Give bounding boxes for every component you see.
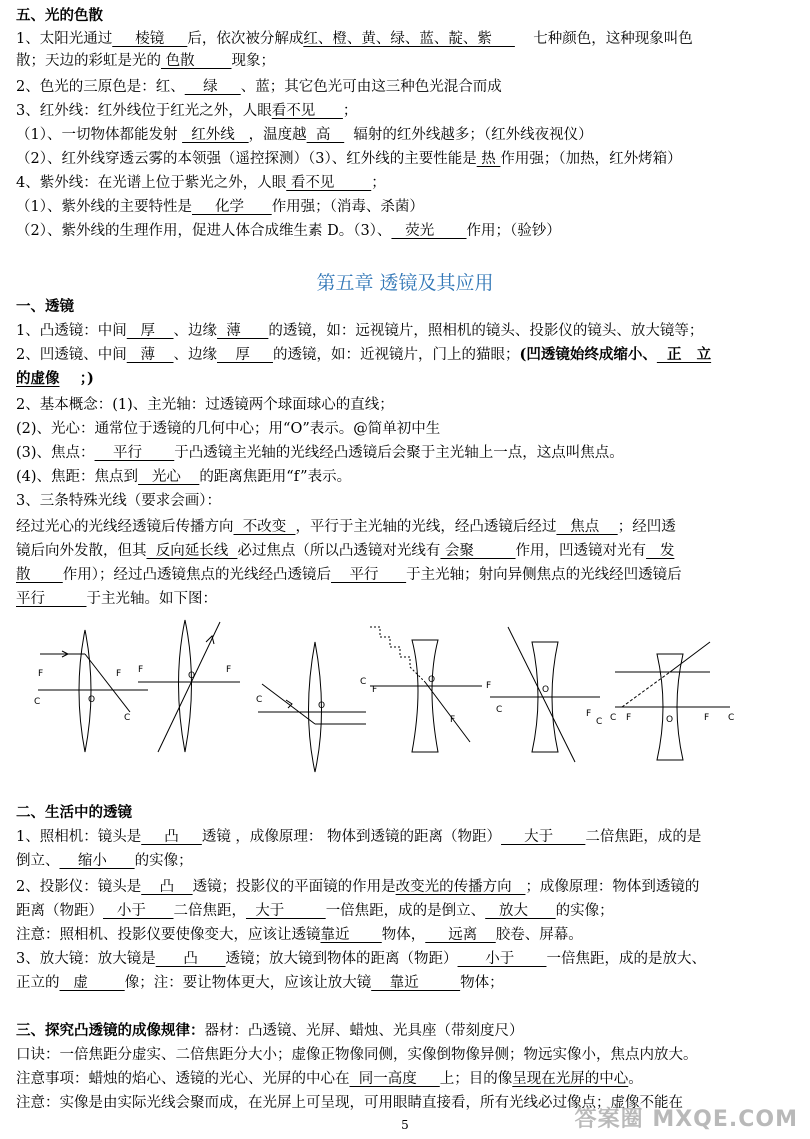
text-segment: 正立的 bbox=[16, 975, 60, 991]
text-line bbox=[16, 1020, 806, 1042]
text-line bbox=[16, 50, 806, 72]
text-segment: 五、光的色散 bbox=[16, 7, 103, 24]
text-segment: 注意：实像是由实际光线会聚而成，在光屏上可呈现，可用眼睛直接看，所有光线必过像点；虚像不能在 bbox=[16, 1095, 683, 1111]
text-line bbox=[16, 76, 806, 98]
fill-in-answer: 化学 bbox=[191, 199, 272, 215]
fill-in-answer: 高 bbox=[306, 127, 345, 143]
text-segment: 口诀：一倍焦距分虚实、二倍焦距分大小；虚像正物像同侧，实像倒物像异侧；物远实像小，焦点内放大。 bbox=[16, 1047, 698, 1063]
text-line bbox=[16, 418, 806, 440]
text-line bbox=[16, 516, 806, 538]
text-segment: 于主光轴。如下图： bbox=[86, 591, 217, 607]
fill-in-answer: 看不见 bbox=[271, 103, 343, 119]
text-segment: 1、照相机：镜头是 bbox=[16, 829, 142, 845]
text-line bbox=[16, 900, 806, 922]
text-segment: 器材：凸透镜、光屏、蜡烛、光具座（带刻度尺） bbox=[204, 1023, 524, 1039]
text-segment: 胶卷、屏幕。 bbox=[495, 927, 583, 943]
text-segment: 镜后向外发散，但其 bbox=[16, 543, 147, 559]
convex-lens-diagram-2 bbox=[138, 620, 240, 752]
fill-in-answer: 大于 bbox=[245, 903, 326, 919]
convex-lens-diagram-3 bbox=[258, 642, 366, 772]
fill-in-answer: 散 bbox=[16, 567, 63, 583]
diagram-point-labels bbox=[34, 665, 734, 727]
fill-in-answer: 红外线 bbox=[182, 127, 249, 143]
concave-lens-diagram-1 bbox=[370, 627, 482, 752]
fill-in-answer: 正 立 bbox=[656, 346, 712, 363]
text-segment: ；成像原理：物体到透镜的 bbox=[525, 879, 700, 895]
text-segment: (3)、焦点： bbox=[16, 445, 95, 461]
center-label: C bbox=[610, 713, 617, 723]
fill-in-answer: 平行 bbox=[331, 567, 407, 583]
text-segment: ；) bbox=[59, 370, 94, 387]
text-line bbox=[16, 588, 806, 610]
fill-in-answer: 平行 bbox=[94, 445, 175, 461]
text-segment: 作用）；经过凸透镜焦点的光线经凸透镜后 bbox=[62, 567, 332, 583]
text-line bbox=[16, 802, 806, 824]
text-line bbox=[16, 876, 806, 898]
fill-in-answer: 光心 bbox=[138, 469, 200, 485]
text-line bbox=[16, 1044, 806, 1066]
fill-in-answer: 发 bbox=[646, 543, 675, 559]
text-segment: (2)、光心：通常位于透镜的几何中心；用“O”表示。@简单初中生 bbox=[16, 421, 441, 437]
concave-lens-diagram-3 bbox=[615, 642, 730, 760]
focus-label: F bbox=[38, 669, 44, 679]
text-segment: 注意事项：蜡烛的焰心、透镜的光心、光屏的中心在 bbox=[16, 1071, 350, 1087]
optical-center-label: O bbox=[88, 695, 96, 705]
text-segment: 。 bbox=[628, 1071, 643, 1087]
text-segment: 的透镜，如：远视镜片，照相机的镜头、投影仪的镜头、放大镜等； bbox=[268, 323, 704, 339]
optical-center-label: O bbox=[666, 715, 674, 725]
text-segment: 一、透镜 bbox=[16, 298, 74, 315]
text-line bbox=[16, 1068, 806, 1090]
text-segment: 倒立、 bbox=[16, 853, 60, 869]
text-segment: 透镜 ，成像原理： 物体到透镜的距离（物距） bbox=[201, 829, 502, 845]
text-segment: 二倍焦距， bbox=[173, 903, 246, 919]
text-segment: 三、探究凸透镜的成像规律： bbox=[16, 1022, 205, 1039]
fill-in-answer: 同一高度 bbox=[349, 1071, 440, 1087]
focus-label: F bbox=[626, 713, 632, 723]
focus-label: F bbox=[372, 685, 378, 695]
lens-ray-diagrams bbox=[30, 612, 790, 787]
fill-in-answer: 色散 bbox=[161, 53, 232, 69]
text-segment: 透镜；投影仪的平面镜的作用是 bbox=[192, 879, 396, 895]
text-line bbox=[16, 100, 806, 122]
text-line bbox=[16, 466, 806, 488]
optical-center-label: O bbox=[188, 671, 196, 681]
fill-in-answer: 靠近 bbox=[371, 975, 461, 991]
text-segment: 必过焦点（所以凸透镜对光线有 bbox=[237, 543, 441, 559]
focus-label: F bbox=[116, 669, 122, 679]
text-line bbox=[16, 540, 806, 562]
text-segment: 二倍焦距，成的是 bbox=[585, 829, 702, 845]
text-segment: 一倍焦距，成的是放大、 bbox=[546, 951, 706, 967]
fill-in-answer: 反向延长线 bbox=[146, 543, 238, 559]
text-segment: 于凸透镜主光轴的光线经凸透镜后会聚于主光轴上一点，这点叫焦点。 bbox=[174, 445, 624, 461]
text-segment: 、蓝；其它色光可由这三种色光混合而成 bbox=[240, 79, 502, 95]
text-segment: (凹透镜始终成缩小、 bbox=[519, 346, 657, 363]
text-segment: 4、紫外线：在光谱上位于紫光之外，人眼 bbox=[16, 175, 287, 191]
text-segment: 作用强；（消毒、杀菌） bbox=[271, 199, 424, 215]
text-line bbox=[16, 826, 806, 848]
fill-in-answer: 靠近 bbox=[320, 927, 382, 943]
text-line bbox=[16, 490, 806, 512]
optical-center-label: O bbox=[428, 675, 436, 685]
text-segment: （1）、紫外线的主要特性是 bbox=[16, 199, 192, 215]
fill-in-answer: 大于 bbox=[501, 829, 586, 845]
center-label: C bbox=[728, 713, 735, 723]
text-segment: 二、生活中的透镜 bbox=[16, 804, 132, 821]
text-segment: 七种颜色，这种现象叫色 bbox=[514, 31, 693, 47]
text-segment: ；经凹透 bbox=[617, 519, 676, 535]
text-segment: 物体， bbox=[381, 927, 426, 943]
text-line bbox=[16, 148, 806, 170]
fill-in-answer: 放大 bbox=[485, 903, 556, 919]
fill-in-answer: 虚 bbox=[59, 975, 125, 991]
text-line bbox=[16, 220, 806, 242]
text-segment: 距离（物距） bbox=[16, 903, 103, 919]
fill-in-answer: 远离 bbox=[425, 927, 496, 943]
text-segment: 2、基本概念：(1)、主光轴：过透镜两个球面球心的直线； bbox=[16, 397, 394, 413]
convex-lens-diagram-1 bbox=[38, 630, 148, 752]
fill-in-answer: 红、橙、黄、绿、蓝、靛、紫 bbox=[303, 31, 515, 47]
text-segment: ，温度越 bbox=[248, 127, 307, 143]
page-number: 5 bbox=[401, 1118, 409, 1132]
fill-in-answer: 呈现在光屏的中心 bbox=[512, 1071, 629, 1087]
text-segment: 的实像； bbox=[555, 903, 614, 919]
focus-label: F bbox=[704, 713, 710, 723]
fill-in-answer: 凸 bbox=[155, 951, 226, 967]
text-segment: 经过光心的光线经透镜后传播方向 bbox=[16, 519, 234, 535]
focus-label: F bbox=[138, 665, 144, 675]
text-segment: ； bbox=[371, 175, 386, 191]
text-segment: 1、太阳光通过 bbox=[16, 31, 113, 47]
text-segment: 注意：照相机、投影仪要使像变大，应该让透镜 bbox=[16, 927, 321, 943]
focus-label: F bbox=[486, 681, 492, 691]
text-segment: 像；注：要让物体更大，应该让放大镜 bbox=[124, 975, 372, 991]
fill-in-answer: 棱镜 bbox=[112, 31, 188, 47]
text-segment: ，平行于主光轴的光线，经凸透镜后经过 bbox=[295, 519, 557, 535]
text-segment: 的距离焦距用“f”表示。 bbox=[199, 469, 352, 485]
text-line bbox=[16, 948, 806, 970]
text-segment: 2、凹透镜、中间 bbox=[16, 347, 127, 363]
focus-label: F bbox=[226, 665, 232, 675]
fill-in-answer: 缩小 bbox=[59, 853, 135, 869]
text-line bbox=[16, 296, 806, 318]
text-segment: 2、投影仪：镜头是 bbox=[16, 879, 142, 895]
fill-in-answer: 凸 bbox=[141, 829, 202, 845]
text-line bbox=[16, 172, 806, 194]
text-line bbox=[16, 442, 806, 464]
center-label: C bbox=[496, 705, 503, 715]
text-line bbox=[16, 850, 806, 872]
fill-in-answer: 厚 bbox=[217, 347, 273, 363]
fill-in-answer: 平行 bbox=[16, 591, 87, 607]
fill-in-answer: 会聚 bbox=[440, 543, 516, 559]
chapter-title: 第五章 透镜及其应用 bbox=[316, 272, 494, 294]
text-line bbox=[16, 320, 806, 342]
fill-in-answer: 看不见 bbox=[286, 175, 372, 191]
text-segment: 现象； bbox=[231, 53, 275, 69]
fill-in-answer: 小于 bbox=[103, 903, 174, 919]
text-line bbox=[16, 5, 806, 27]
text-line bbox=[16, 196, 806, 218]
fill-in-answer: 绿 bbox=[184, 79, 241, 95]
text-segment: 的实像； bbox=[134, 853, 193, 869]
text-segment: 3、三条特殊光线（要求会画）： bbox=[16, 493, 221, 509]
text-segment: 辐射的红外线越多；（红外线夜视仪） bbox=[344, 127, 593, 143]
text-line bbox=[16, 124, 806, 146]
fill-in-answer: 改变光的传播方向 bbox=[395, 879, 526, 895]
text-segment: 、边缘 bbox=[173, 323, 217, 339]
text-segment: 的透镜，如：近视镜片，门上的猫眼； bbox=[272, 347, 520, 363]
text-segment: 物体； bbox=[460, 975, 504, 991]
text-segment: 3、放大镜：放大镜是 bbox=[16, 951, 156, 967]
text-segment: 散；天边的彩虹是光的 bbox=[16, 53, 161, 69]
fill-in-answer: 不改变 bbox=[233, 519, 296, 535]
text-segment: 作用，凹透镜对光有 bbox=[515, 543, 647, 559]
fill-in-answer: 凸 bbox=[141, 879, 193, 895]
text-segment: （2）、紫外线的生理作用，促进人体合成维生素 D。（3）、 bbox=[16, 223, 392, 239]
fill-in-answer: 小于 bbox=[457, 951, 547, 967]
text-segment: 2、色光的三原色是：红、 bbox=[16, 79, 185, 95]
focus-label: F bbox=[586, 709, 592, 719]
text-segment: 3、红外线：红外线位于红光之外，人眼 bbox=[16, 103, 272, 119]
text-line bbox=[16, 28, 806, 50]
text-segment: 于主光轴；射向异侧焦点的光线经凹透镜后 bbox=[406, 567, 682, 583]
center-label: C bbox=[256, 695, 263, 705]
text-line bbox=[16, 368, 806, 390]
text-line bbox=[16, 924, 806, 946]
center-label: C bbox=[360, 677, 367, 687]
text-segment: 作用强；（加热，红外烤箱） bbox=[500, 151, 682, 167]
text-segment: （2）、红外线穿透云雾的本领强（遥控探测）（3）、红外线的主要性能是 bbox=[16, 151, 477, 167]
text-line bbox=[16, 344, 806, 366]
text-segment: 作用；（验钞） bbox=[466, 223, 561, 239]
text-segment: 1、凸透镜：中间 bbox=[16, 323, 127, 339]
text-segment: 、边缘 bbox=[173, 347, 217, 363]
text-line bbox=[16, 394, 806, 416]
watermark: 答案圈 MXQE.COM bbox=[574, 1107, 798, 1132]
text-segment: 一倍焦距，成的是倒立、 bbox=[325, 903, 486, 919]
text-segment: （1）、一切物体都能发射 bbox=[16, 127, 183, 143]
fill-in-answer: 薄 bbox=[217, 323, 269, 339]
text-segment: 后，依次被分解成 bbox=[187, 31, 304, 47]
optical-center-label: O bbox=[542, 685, 550, 695]
fill-in-answer: 的虚像 bbox=[16, 370, 60, 387]
text-segment: (4)、焦距：焦点到 bbox=[16, 469, 139, 485]
text-segment: ； bbox=[342, 103, 358, 119]
text-segment: 透镜；放大镜到物体的距离（物距） bbox=[225, 951, 458, 967]
fill-in-answer: 焦点 bbox=[556, 519, 618, 535]
optical-center-label: O bbox=[318, 701, 326, 711]
focus-label: F bbox=[450, 715, 456, 725]
text-line bbox=[16, 564, 806, 586]
center-label: C bbox=[124, 713, 131, 723]
fill-in-answer: 热 bbox=[476, 151, 501, 167]
text-segment: 上；目的像 bbox=[439, 1071, 513, 1087]
fill-in-answer: 荧光 bbox=[391, 223, 467, 239]
fill-in-answer: 薄 bbox=[126, 347, 174, 363]
text-line bbox=[16, 972, 806, 994]
center-label: C bbox=[34, 697, 41, 707]
center-label: C bbox=[596, 717, 603, 727]
fill-in-answer: 厚 bbox=[126, 323, 174, 339]
